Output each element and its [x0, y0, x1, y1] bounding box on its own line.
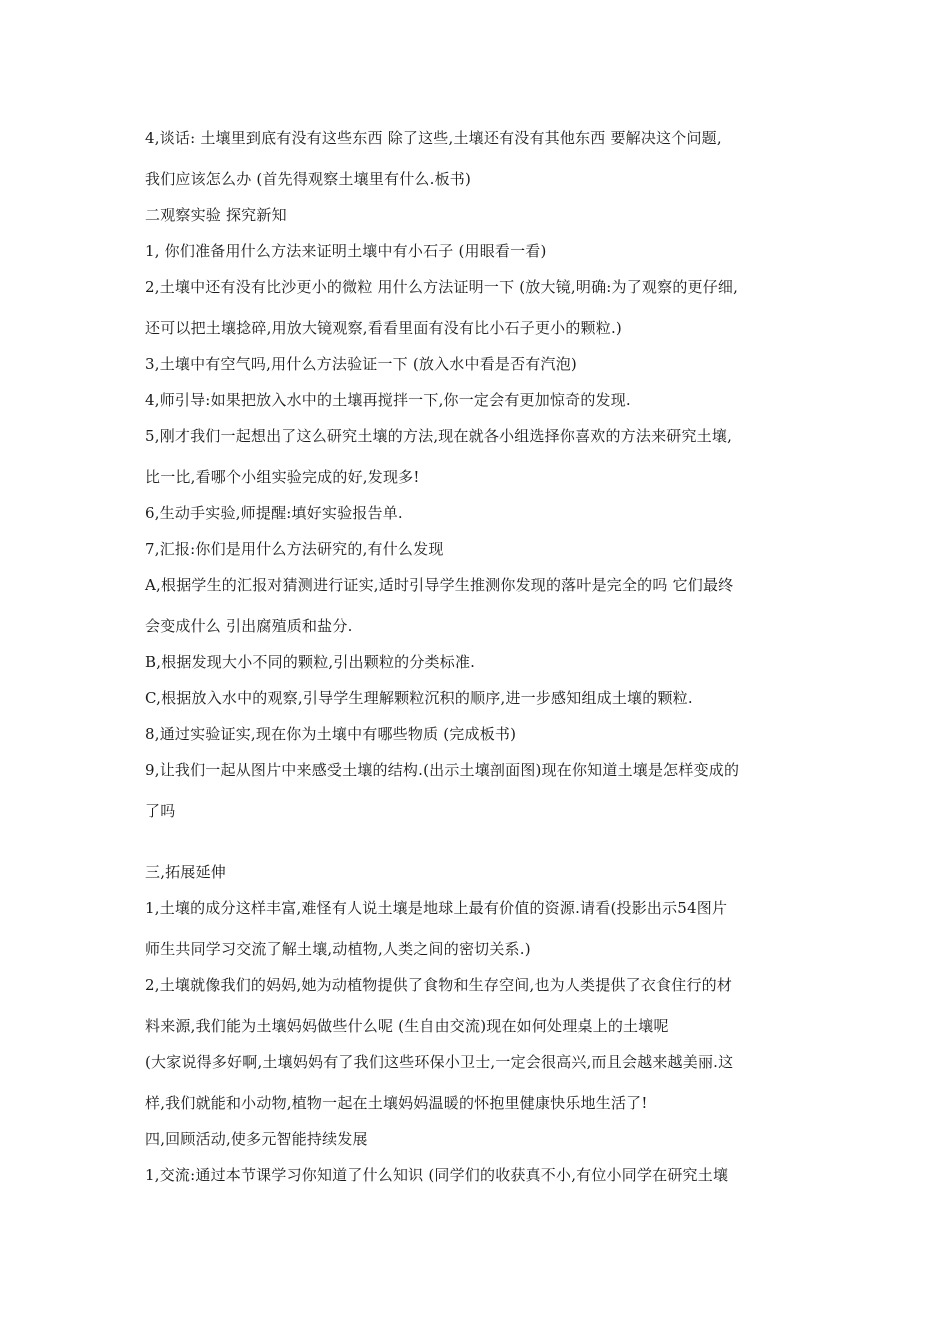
text-line: 2,土壤中还有没有比沙更小的微粒 用什么方法证明一下 (放大镜,明确:为了观察的更仔细, [145, 278, 739, 296]
section-heading: 四,回顾活动,使多元智能持续发展 [145, 1130, 368, 1148]
text-line: A,根据学生的汇报对猜测进行证实,适时引导学生推测你发现的落叶是完全的吗 它们最终 [145, 576, 734, 594]
text-line: 1, 你们准备用什么方法来证明土壤中有小石子 (用眼看一看) [145, 242, 547, 260]
text-line: 5,刚才我们一起想出了这么研究土壤的方法,现在就各小组选择你喜欢的方法来研究土壤, [145, 427, 733, 445]
text-line: 3,土壤中有空气吗,用什么方法验证一下 (放入水中看是否有汽泡) [145, 355, 577, 373]
text-line: 比一比,看哪个小组实验完成的好,发现多! [145, 468, 420, 486]
text-line: 会变成什么 引出腐殖质和盐分. [145, 617, 353, 635]
text-line: 9,让我们一起从图片中来感受土壤的结构.(出示土壤剖面图)现在你知道土壤是怎样变成的 [145, 761, 740, 779]
text-line: 师生共同学习交流了解土壤,动植物,人类之间的密切关系.) [145, 940, 531, 958]
text-line: C,根据放入水中的观察,引导学生理解颗粒沉积的顺序,进一步感知组成土壤的颗粒. [145, 689, 693, 707]
text-line: 还可以把土壤捻碎,用放大镜观察,看看里面有没有比小石子更小的颗粒.) [145, 319, 622, 337]
section-heading: 三,拓展延伸 [145, 863, 226, 881]
text-line: 8,通过实验证实,现在你为土壤中有哪些物质 (完成板书) [145, 725, 517, 743]
text-line: 2,土壤就像我们的妈妈,她为动植物提供了食物和生存空间,也为人类提供了衣食住行的材 [145, 976, 733, 994]
text-line: 4,师引导:如果把放入水中的土壤再搅拌一下,你一定会有更加惊奇的发现. [145, 391, 631, 409]
text-line: 料来源,我们能为土壤妈妈做些什么呢 (生自由交流)现在如何处理桌上的土壤呢 [145, 1017, 669, 1035]
text-line: B,根据发现大小不同的颗粒,引出颗粒的分类标准. [145, 653, 476, 671]
text-line: 了吗 [145, 802, 176, 820]
text-line: 1,土壤的成分这样丰富,难怪有人说土壤是地球上最有价值的资源.请看(投影出示54图片 [145, 899, 728, 917]
text-line: 1,交流:通过本节课学习你知道了什么知识 (同学们的收获真不小,有位小同学在研究土壤 [145, 1166, 729, 1184]
text-line: 6,生动手实验,师提醒:填好实验报告单. [145, 504, 403, 522]
text-line: 4,谈话: 土壤里到底有没有这些东西 除了这些,土壤还有没有其他东西 要解决这个问题, [145, 129, 722, 147]
text-line: 7,汇报:你们是用什么方法研究的,有什么发现 [145, 540, 444, 558]
section-heading: 二观察实验 探究新知 [145, 206, 287, 224]
text-line: (大家说得多好啊,土壤妈妈有了我们这些环保小卫士,一定会很高兴,而且会越来越美丽.这 [145, 1053, 734, 1071]
text-line: 我们应该怎么办 (首先得观察土壤里有什么.板书) [145, 170, 472, 188]
text-line: 样,我们就能和小动物,植物一起在土壤妈妈温暖的怀抱里健康快乐地生活了! [145, 1094, 648, 1112]
